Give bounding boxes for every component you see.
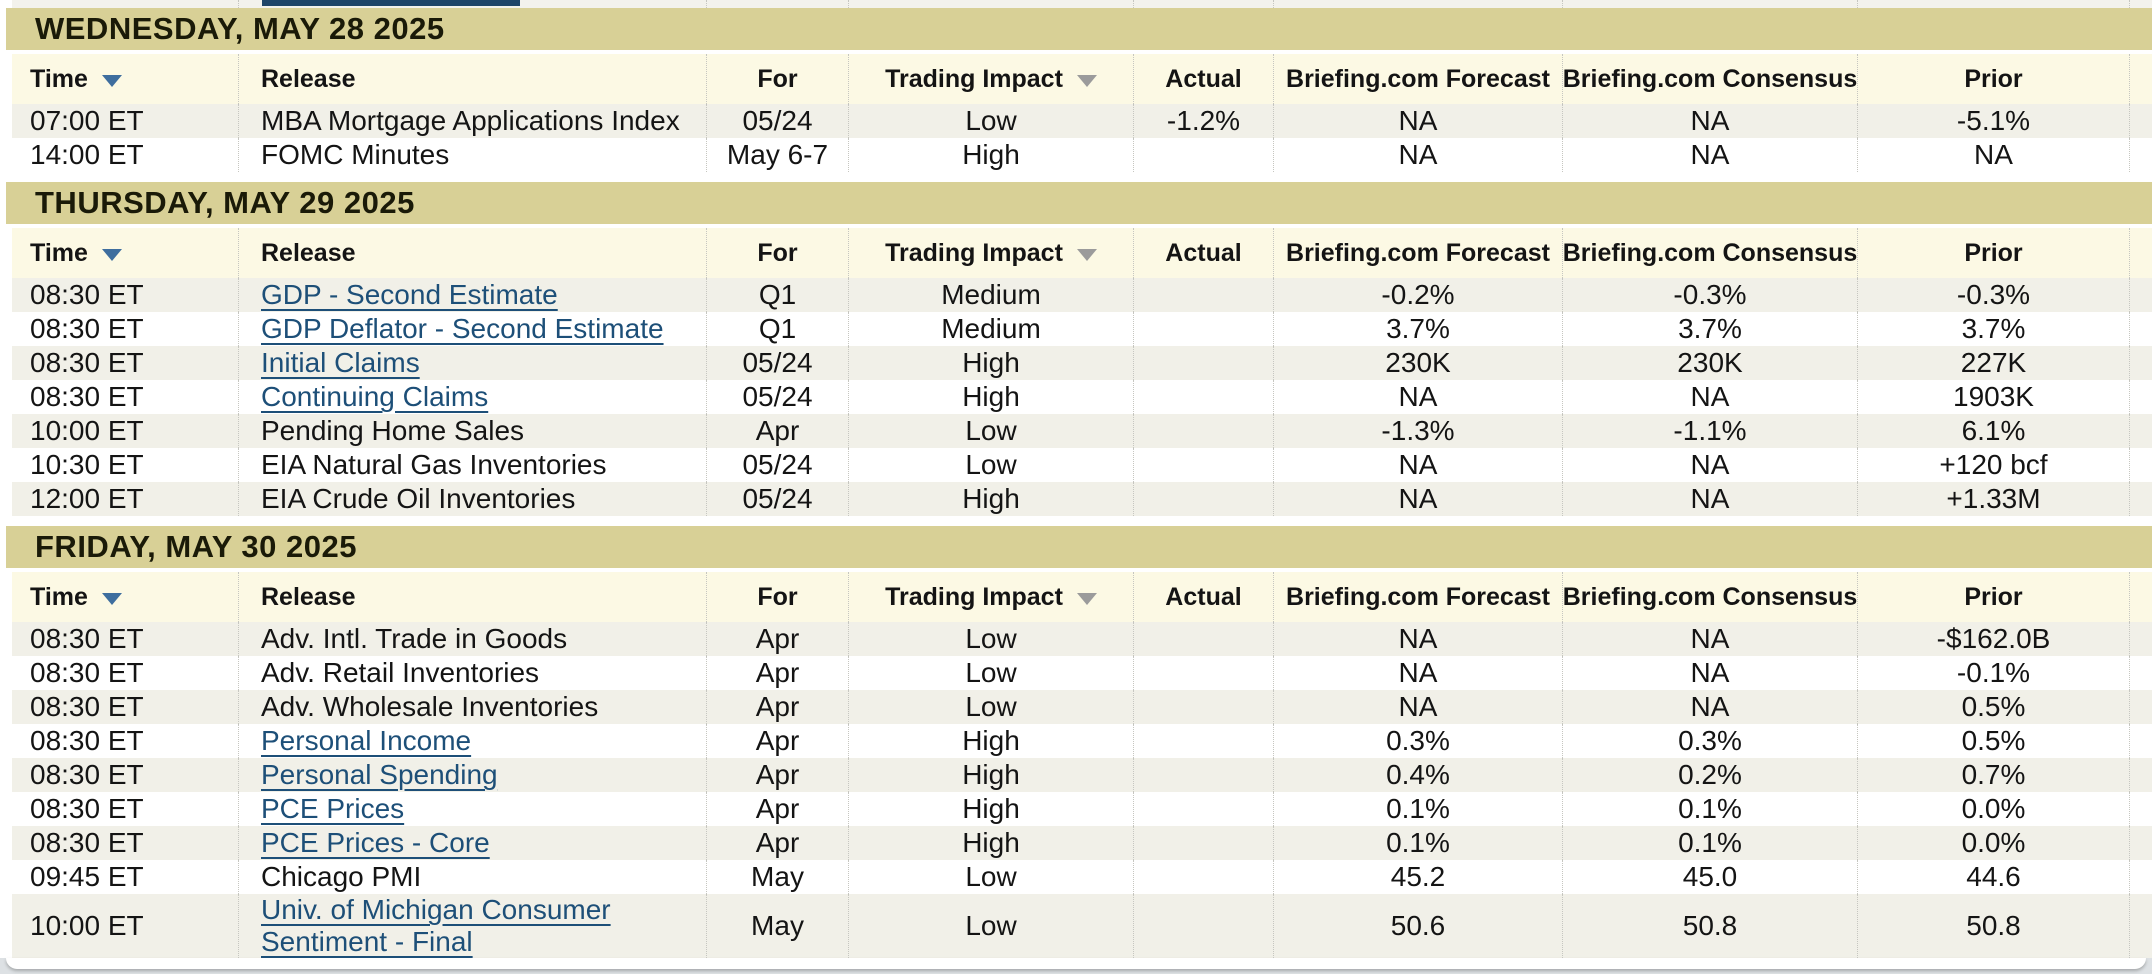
cell-impact: Low	[849, 448, 1134, 482]
cell-time: 08:30 ET	[12, 724, 239, 758]
cell-for: Apr	[707, 690, 849, 724]
release-link[interactable]: GDP - Second Estimate	[261, 279, 558, 310]
cell-impact: Low	[849, 656, 1134, 690]
cell-consensus: NA	[1563, 138, 1858, 172]
cell-impact: Medium	[849, 278, 1134, 312]
release-link[interactable]: Personal Income	[261, 725, 472, 756]
cell-release	[239, 758, 707, 792]
header-cell-consensus	[1563, 54, 1858, 104]
cell-forecast: 0.3%	[1274, 724, 1563, 758]
cell-for: Apr	[707, 656, 849, 690]
header-cell-for	[707, 228, 849, 278]
cell-release	[239, 312, 707, 346]
header-cell-release	[239, 54, 707, 104]
column-label: Briefing.com Consensus	[1562, 583, 1858, 611]
column-label: For	[757, 583, 798, 611]
cell-prior: -5.1%	[1858, 104, 2130, 138]
cell-consensus: NA	[1563, 690, 1858, 724]
day-section	[0, 8, 2152, 172]
column-label: Briefing.com Forecast	[1286, 65, 1550, 93]
cell-for: May	[707, 860, 849, 894]
column-label: For	[757, 65, 798, 93]
cell-impact: High	[849, 826, 1134, 860]
cell-prior: 50.8	[1858, 894, 2130, 958]
cell-for: 05/24	[707, 380, 849, 414]
cell-forecast: NA	[1274, 622, 1563, 656]
release-row	[12, 724, 2152, 758]
cell-forecast: -0.2%	[1274, 278, 1563, 312]
header-cell-actual	[1134, 572, 1274, 622]
cell-prior: +1.33M	[1858, 482, 2130, 516]
cell-consensus: 0.3%	[1563, 724, 1858, 758]
cell-release	[239, 278, 707, 312]
cell-impact: Low	[849, 860, 1134, 894]
sort-desc-icon	[102, 75, 122, 87]
cell-impact: High	[849, 380, 1134, 414]
table-bottom-panel	[6, 958, 2146, 969]
cell-for: 05/24	[707, 346, 849, 380]
clipped-cell	[1563, 0, 1858, 8]
release-row	[12, 622, 2152, 656]
release-link[interactable]: Personal Spending	[261, 759, 498, 790]
cell-impact: High	[849, 724, 1134, 758]
cell-actual	[1134, 622, 1274, 656]
column-label: Prior	[1964, 65, 2023, 93]
date-header: FRIDAY, MAY 30 2025	[6, 526, 2152, 568]
header-cell-release	[239, 228, 707, 278]
cell-forecast: 0.1%	[1274, 826, 1563, 860]
release-row	[12, 482, 2152, 516]
cell-consensus: 230K	[1563, 346, 1858, 380]
cell-forecast: NA	[1274, 482, 1563, 516]
column-label: Actual	[1165, 583, 1242, 611]
cell-actual	[1134, 792, 1274, 826]
cell-release	[239, 414, 707, 448]
column-label: Briefing.com Consensus	[1562, 65, 1858, 93]
cell-actual	[1134, 278, 1274, 312]
cell-impact: Low	[849, 690, 1134, 724]
cell-release	[239, 104, 707, 138]
cell-prior: 6.1%	[1858, 414, 2130, 448]
cell-for: 05/24	[707, 448, 849, 482]
cell-for: Apr	[707, 724, 849, 758]
column-header-row	[12, 228, 2152, 278]
cell-consensus: NA	[1563, 104, 1858, 138]
cell-prior: 0.0%	[1858, 792, 2130, 826]
release-link[interactable]: Continuing Claims	[261, 381, 489, 412]
cell-impact: High	[849, 758, 1134, 792]
cell-impact: High	[849, 138, 1134, 172]
cell-prior: 0.5%	[1858, 690, 2130, 724]
cell-actual	[1134, 894, 1274, 958]
cell-release	[239, 380, 707, 414]
cell-actual: -1.2%	[1134, 104, 1274, 138]
cell-forecast: -1.3%	[1274, 414, 1563, 448]
cell-prior: 0.0%	[1858, 826, 2130, 860]
cell-time: 14:00 ET	[12, 138, 239, 172]
cell-forecast: 3.7%	[1274, 312, 1563, 346]
cell-actual	[1134, 414, 1274, 448]
release-link[interactable]: GDP Deflator - Second Estimate	[261, 313, 664, 344]
cell-release	[239, 346, 707, 380]
cell-prior: 3.7%	[1858, 312, 2130, 346]
cell-consensus: 50.8	[1563, 894, 1858, 958]
sort-desc-icon	[1077, 75, 1097, 87]
cell-time: 08:30 ET	[12, 758, 239, 792]
cell-forecast: 45.2	[1274, 860, 1563, 894]
cell-consensus: 45.0	[1563, 860, 1858, 894]
release-row	[12, 656, 2152, 690]
release-row	[12, 894, 2152, 958]
cell-consensus: NA	[1563, 482, 1858, 516]
cell-forecast: NA	[1274, 380, 1563, 414]
column-label: For	[757, 239, 798, 267]
column-label: Time	[30, 583, 88, 611]
sort-desc-icon	[1077, 249, 1097, 261]
column-label: Actual	[1165, 65, 1242, 93]
cell-impact: High	[849, 346, 1134, 380]
header-cell-for	[707, 572, 849, 622]
cell-consensus: 0.2%	[1563, 758, 1858, 792]
column-label: Briefing.com Consensus	[1562, 239, 1858, 267]
clipped-cell	[707, 0, 849, 8]
cell-actual	[1134, 380, 1274, 414]
sort-desc-icon	[102, 593, 122, 605]
cell-consensus: NA	[1563, 622, 1858, 656]
column-label: Time	[30, 239, 88, 267]
cell-for: Q1	[707, 312, 849, 346]
cell-for: 05/24	[707, 482, 849, 516]
header-cell-forecast	[1274, 572, 1563, 622]
cell-prior: -0.1%	[1858, 656, 2130, 690]
cell-impact: Low	[849, 104, 1134, 138]
cell-for: Q1	[707, 278, 849, 312]
release-row	[12, 346, 2152, 380]
cell-time: 08:30 ET	[12, 278, 239, 312]
clipped-cell	[12, 0, 239, 8]
cell-impact: Low	[849, 894, 1134, 958]
cell-impact: Medium	[849, 312, 1134, 346]
release-row	[12, 758, 2152, 792]
column-header-row	[12, 54, 2152, 104]
clipped-cell	[1274, 0, 1563, 8]
release-row	[12, 104, 2152, 138]
cell-time: 08:30 ET	[12, 380, 239, 414]
column-label: Trading Impact	[885, 239, 1063, 267]
cell-release	[239, 656, 707, 690]
cell-time: 10:00 ET	[12, 894, 239, 958]
cell-for: Apr	[707, 622, 849, 656]
header-cell-forecast	[1274, 228, 1563, 278]
column-label: Trading Impact	[885, 65, 1063, 93]
cell-time: 08:30 ET	[12, 792, 239, 826]
cell-forecast: 50.6	[1274, 894, 1563, 958]
release-row	[12, 380, 2152, 414]
header-cell-time[interactable]	[12, 228, 239, 278]
cell-impact: Low	[849, 622, 1134, 656]
cell-release	[239, 792, 707, 826]
sort-desc-icon	[102, 249, 122, 261]
column-label: Trading Impact	[885, 583, 1063, 611]
header-cell-impact[interactable]	[849, 572, 1134, 622]
cell-actual	[1134, 346, 1274, 380]
cell-actual	[1134, 758, 1274, 792]
cell-actual	[1134, 860, 1274, 894]
cell-forecast: NA	[1274, 104, 1563, 138]
cell-time: 12:00 ET	[12, 482, 239, 516]
release-label: EIA Natural Gas Inventories	[261, 449, 607, 480]
cell-actual	[1134, 482, 1274, 516]
cell-actual	[1134, 656, 1274, 690]
cell-impact: High	[849, 792, 1134, 826]
cell-forecast: NA	[1274, 138, 1563, 172]
cell-impact: Low	[849, 414, 1134, 448]
header-cell-time[interactable]	[12, 54, 239, 104]
header-cell-prior	[1858, 228, 2130, 278]
release-row	[12, 312, 2152, 346]
cell-forecast: 0.4%	[1274, 758, 1563, 792]
clipped-link-underline	[262, 0, 520, 6]
cell-actual	[1134, 724, 1274, 758]
release-row	[12, 278, 2152, 312]
cell-time: 08:30 ET	[12, 826, 239, 860]
column-header-row	[12, 572, 2152, 622]
cell-release	[239, 860, 707, 894]
release-label: FOMC Minutes	[261, 139, 450, 170]
cell-for: May 6-7	[707, 138, 849, 172]
clipped-cell	[1134, 0, 1274, 8]
release-link[interactable]: PCE Prices	[261, 793, 405, 824]
cell-consensus: 0.1%	[1563, 826, 1858, 860]
release-label: Adv. Wholesale Inventories	[261, 691, 599, 722]
column-label: Prior	[1964, 239, 2023, 267]
cell-release	[239, 894, 707, 958]
cell-consensus: 0.1%	[1563, 792, 1858, 826]
cell-time: 08:30 ET	[12, 622, 239, 656]
cell-for: May	[707, 894, 849, 958]
release-label: Pending Home Sales	[261, 415, 525, 446]
cell-for: Apr	[707, 758, 849, 792]
cell-consensus: NA	[1563, 448, 1858, 482]
cell-time: 10:00 ET	[12, 414, 239, 448]
header-cell-forecast	[1274, 54, 1563, 104]
cell-for: Apr	[707, 414, 849, 448]
cell-forecast: 0.1%	[1274, 792, 1563, 826]
cell-release	[239, 690, 707, 724]
cell-prior: 0.7%	[1858, 758, 2130, 792]
date-header: THURSDAY, MAY 29 2025	[6, 182, 2152, 224]
cell-prior: 44.6	[1858, 860, 2130, 894]
table-bottom-edge	[0, 958, 2152, 974]
column-label: Prior	[1964, 583, 2023, 611]
cell-for: Apr	[707, 826, 849, 860]
header-cell-actual	[1134, 54, 1274, 104]
column-label: Briefing.com Forecast	[1286, 239, 1550, 267]
header-cell-consensus	[1563, 228, 1858, 278]
header-cell-release	[239, 572, 707, 622]
header-cell-impact[interactable]	[849, 54, 1134, 104]
release-row	[12, 826, 2152, 860]
header-cell-consensus	[1563, 572, 1858, 622]
day-section	[0, 526, 2152, 958]
cell-forecast: NA	[1274, 448, 1563, 482]
clipped-cell	[849, 0, 1134, 8]
header-cell-for	[707, 54, 849, 104]
date-header: WEDNESDAY, MAY 28 2025	[6, 8, 2152, 50]
cell-actual	[1134, 138, 1274, 172]
release-label: Chicago PMI	[261, 861, 422, 892]
cell-actual	[1134, 826, 1274, 860]
cell-release	[239, 724, 707, 758]
release-row	[12, 414, 2152, 448]
release-label: MBA Mortgage Applications Index	[261, 105, 680, 136]
cell-prior: 0.5%	[1858, 724, 2130, 758]
column-label: Actual	[1165, 239, 1242, 267]
cell-actual	[1134, 312, 1274, 346]
cell-time: 08:30 ET	[12, 346, 239, 380]
cell-prior: -0.3%	[1858, 278, 2130, 312]
cell-impact: High	[849, 482, 1134, 516]
release-link[interactable]: PCE Prices - Core	[261, 827, 490, 858]
cell-consensus: NA	[1563, 656, 1858, 690]
cell-prior: 227K	[1858, 346, 2130, 380]
column-label: Release	[261, 583, 356, 611]
release-label: Adv. Intl. Trade in Goods	[261, 623, 568, 654]
cell-release	[239, 622, 707, 656]
header-cell-time[interactable]	[12, 572, 239, 622]
cell-time: 08:30 ET	[12, 656, 239, 690]
cell-prior: +120 bcf	[1858, 448, 2130, 482]
header-cell-impact[interactable]	[849, 228, 1134, 278]
cell-prior: 1903K	[1858, 380, 2130, 414]
day-section	[0, 182, 2152, 516]
cell-release	[239, 482, 707, 516]
cell-forecast: 230K	[1274, 346, 1563, 380]
cell-consensus: -1.1%	[1563, 414, 1858, 448]
cell-time: 08:30 ET	[12, 690, 239, 724]
clipped-row-above	[0, 0, 2152, 8]
cell-release	[239, 138, 707, 172]
economic-calendar-table	[0, 8, 2152, 958]
release-row	[12, 690, 2152, 724]
cell-for: 05/24	[707, 104, 849, 138]
release-row	[12, 792, 2152, 826]
cell-forecast: NA	[1274, 656, 1563, 690]
cell-consensus: 3.7%	[1563, 312, 1858, 346]
cell-consensus: NA	[1563, 380, 1858, 414]
release-link[interactable]: Univ. of Michigan Consumer Sentiment - Final	[261, 894, 611, 957]
header-cell-prior	[1858, 572, 2130, 622]
sort-desc-icon	[1077, 593, 1097, 605]
cell-consensus: -0.3%	[1563, 278, 1858, 312]
header-cell-prior	[1858, 54, 2130, 104]
cell-prior: NA	[1858, 138, 2130, 172]
release-label: EIA Crude Oil Inventories	[261, 483, 576, 514]
column-label: Briefing.com Forecast	[1286, 583, 1550, 611]
column-label: Release	[261, 239, 356, 267]
release-row	[12, 138, 2152, 172]
cell-release	[239, 826, 707, 860]
cell-for: Apr	[707, 792, 849, 826]
clipped-cell	[1858, 0, 2130, 8]
header-cell-actual	[1134, 228, 1274, 278]
cell-actual	[1134, 448, 1274, 482]
cell-time: 08:30 ET	[12, 312, 239, 346]
column-label: Release	[261, 65, 356, 93]
cell-time: 09:45 ET	[12, 860, 239, 894]
cell-release	[239, 448, 707, 482]
cell-time: 07:00 ET	[12, 104, 239, 138]
cell-prior: -$162.0B	[1858, 622, 2130, 656]
column-label: Time	[30, 65, 88, 93]
release-link[interactable]: Initial Claims	[261, 347, 420, 378]
release-label: Adv. Retail Inventories	[261, 657, 540, 688]
release-row	[12, 860, 2152, 894]
release-row	[12, 448, 2152, 482]
cell-actual	[1134, 690, 1274, 724]
cell-time: 10:30 ET	[12, 448, 239, 482]
cell-forecast: NA	[1274, 690, 1563, 724]
